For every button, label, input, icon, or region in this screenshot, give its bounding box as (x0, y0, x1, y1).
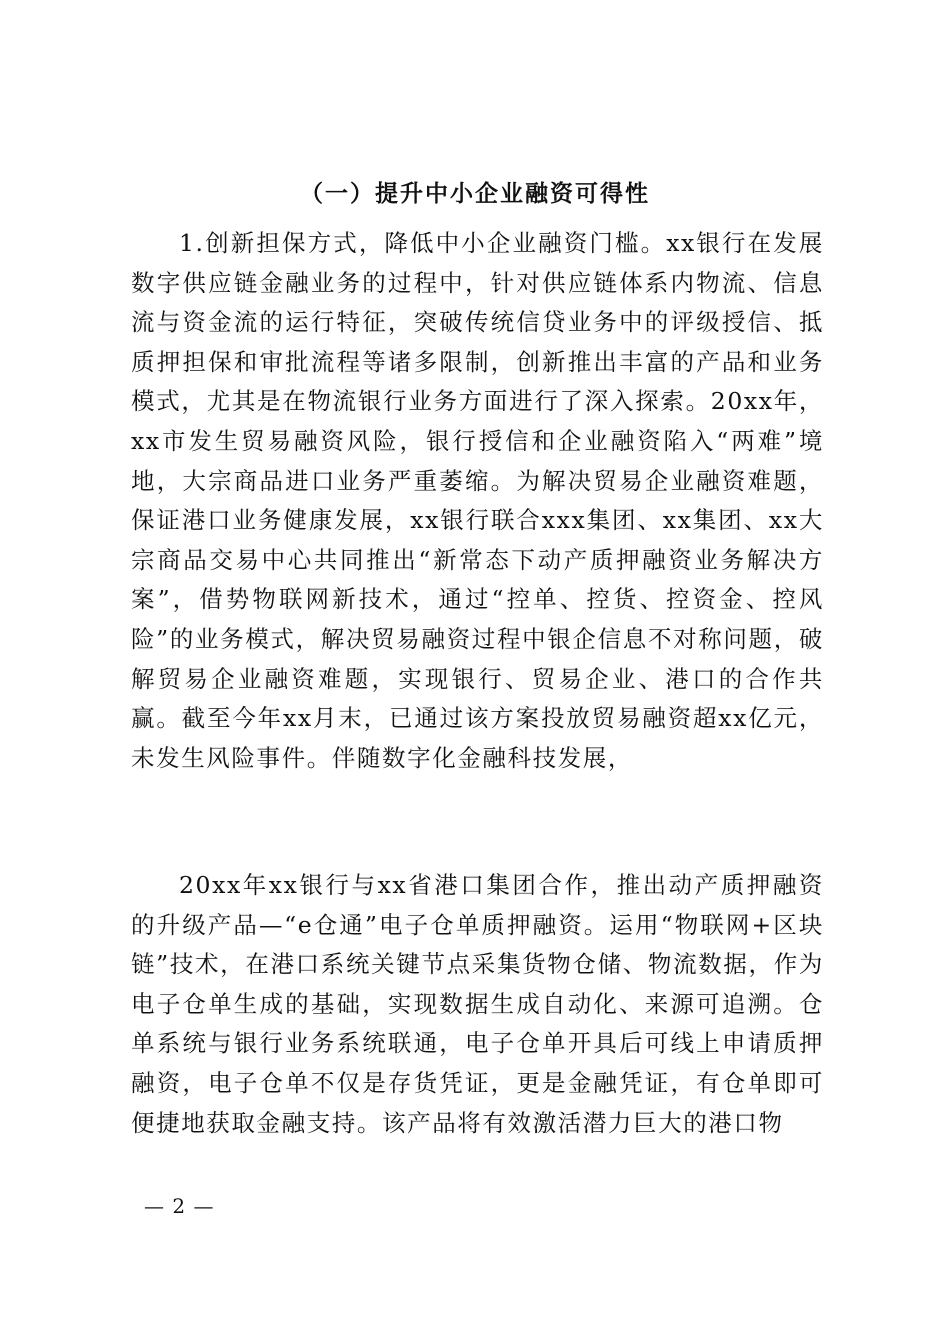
paragraph: 20xx年xx银行与xx省港口集团合作，推出动产质押融资的升级产品—“e仓通”电子仓单质押融资。运用“物联网+区块链”技术，在港口系统关键节点采集货物仓储、物流数据，作为电子仓单生成的基础，实现数据生成自动化、来源可追溯。仓单系统与银行业务系统联通，电子仓单开具后可线上申请质押融资，电子仓单不仅是存货凭证，更是金融凭证，有仓单即可便捷地获取金融支持。该产品将有效激活潜力巨大的港口物 (131, 871, 824, 1137)
paragraph: 1.创新担保方式，降低中小企业融资门槛。xx银行在发展数字供应链金融业务的过程中，针对供应链体系内物流、信息流与资金流的运行特征，突破传统信贷业务中的评级授信、抵质押担保和审批流程等诸多限制，创新推出丰富的产品和业务模式，尤其是在物流银行业务方面进行了深入探索。20xx年，xx市发生贸易融资风险，银行授信和企业融资陷入“两难”境地，大宗商品进口业务严重萎缩。为解决贸易企业融资难题，保证港口业务健康发展，xx银行联合xxx集团、xx集团、xx大宗商品交易中心共同推出“新常态下动产质押融资业务解决方案”，借势物联网新技术，通过“控单、控货、控资金、控风险”的业务模式，解决贸易融资过程中银企信息不对称问题，破解贸易企业融资难题，实现银行、贸易企业、港口的合作共赢。截至今年xx月末，已通过该方案投放贸易融资超xx亿元，未发生风险事件。伴随数字化金融科技发展， (131, 229, 824, 772)
section-heading: （一）提升中小企业融资可得性 (300, 180, 650, 207)
page-number: — 2 — (144, 1194, 215, 1218)
